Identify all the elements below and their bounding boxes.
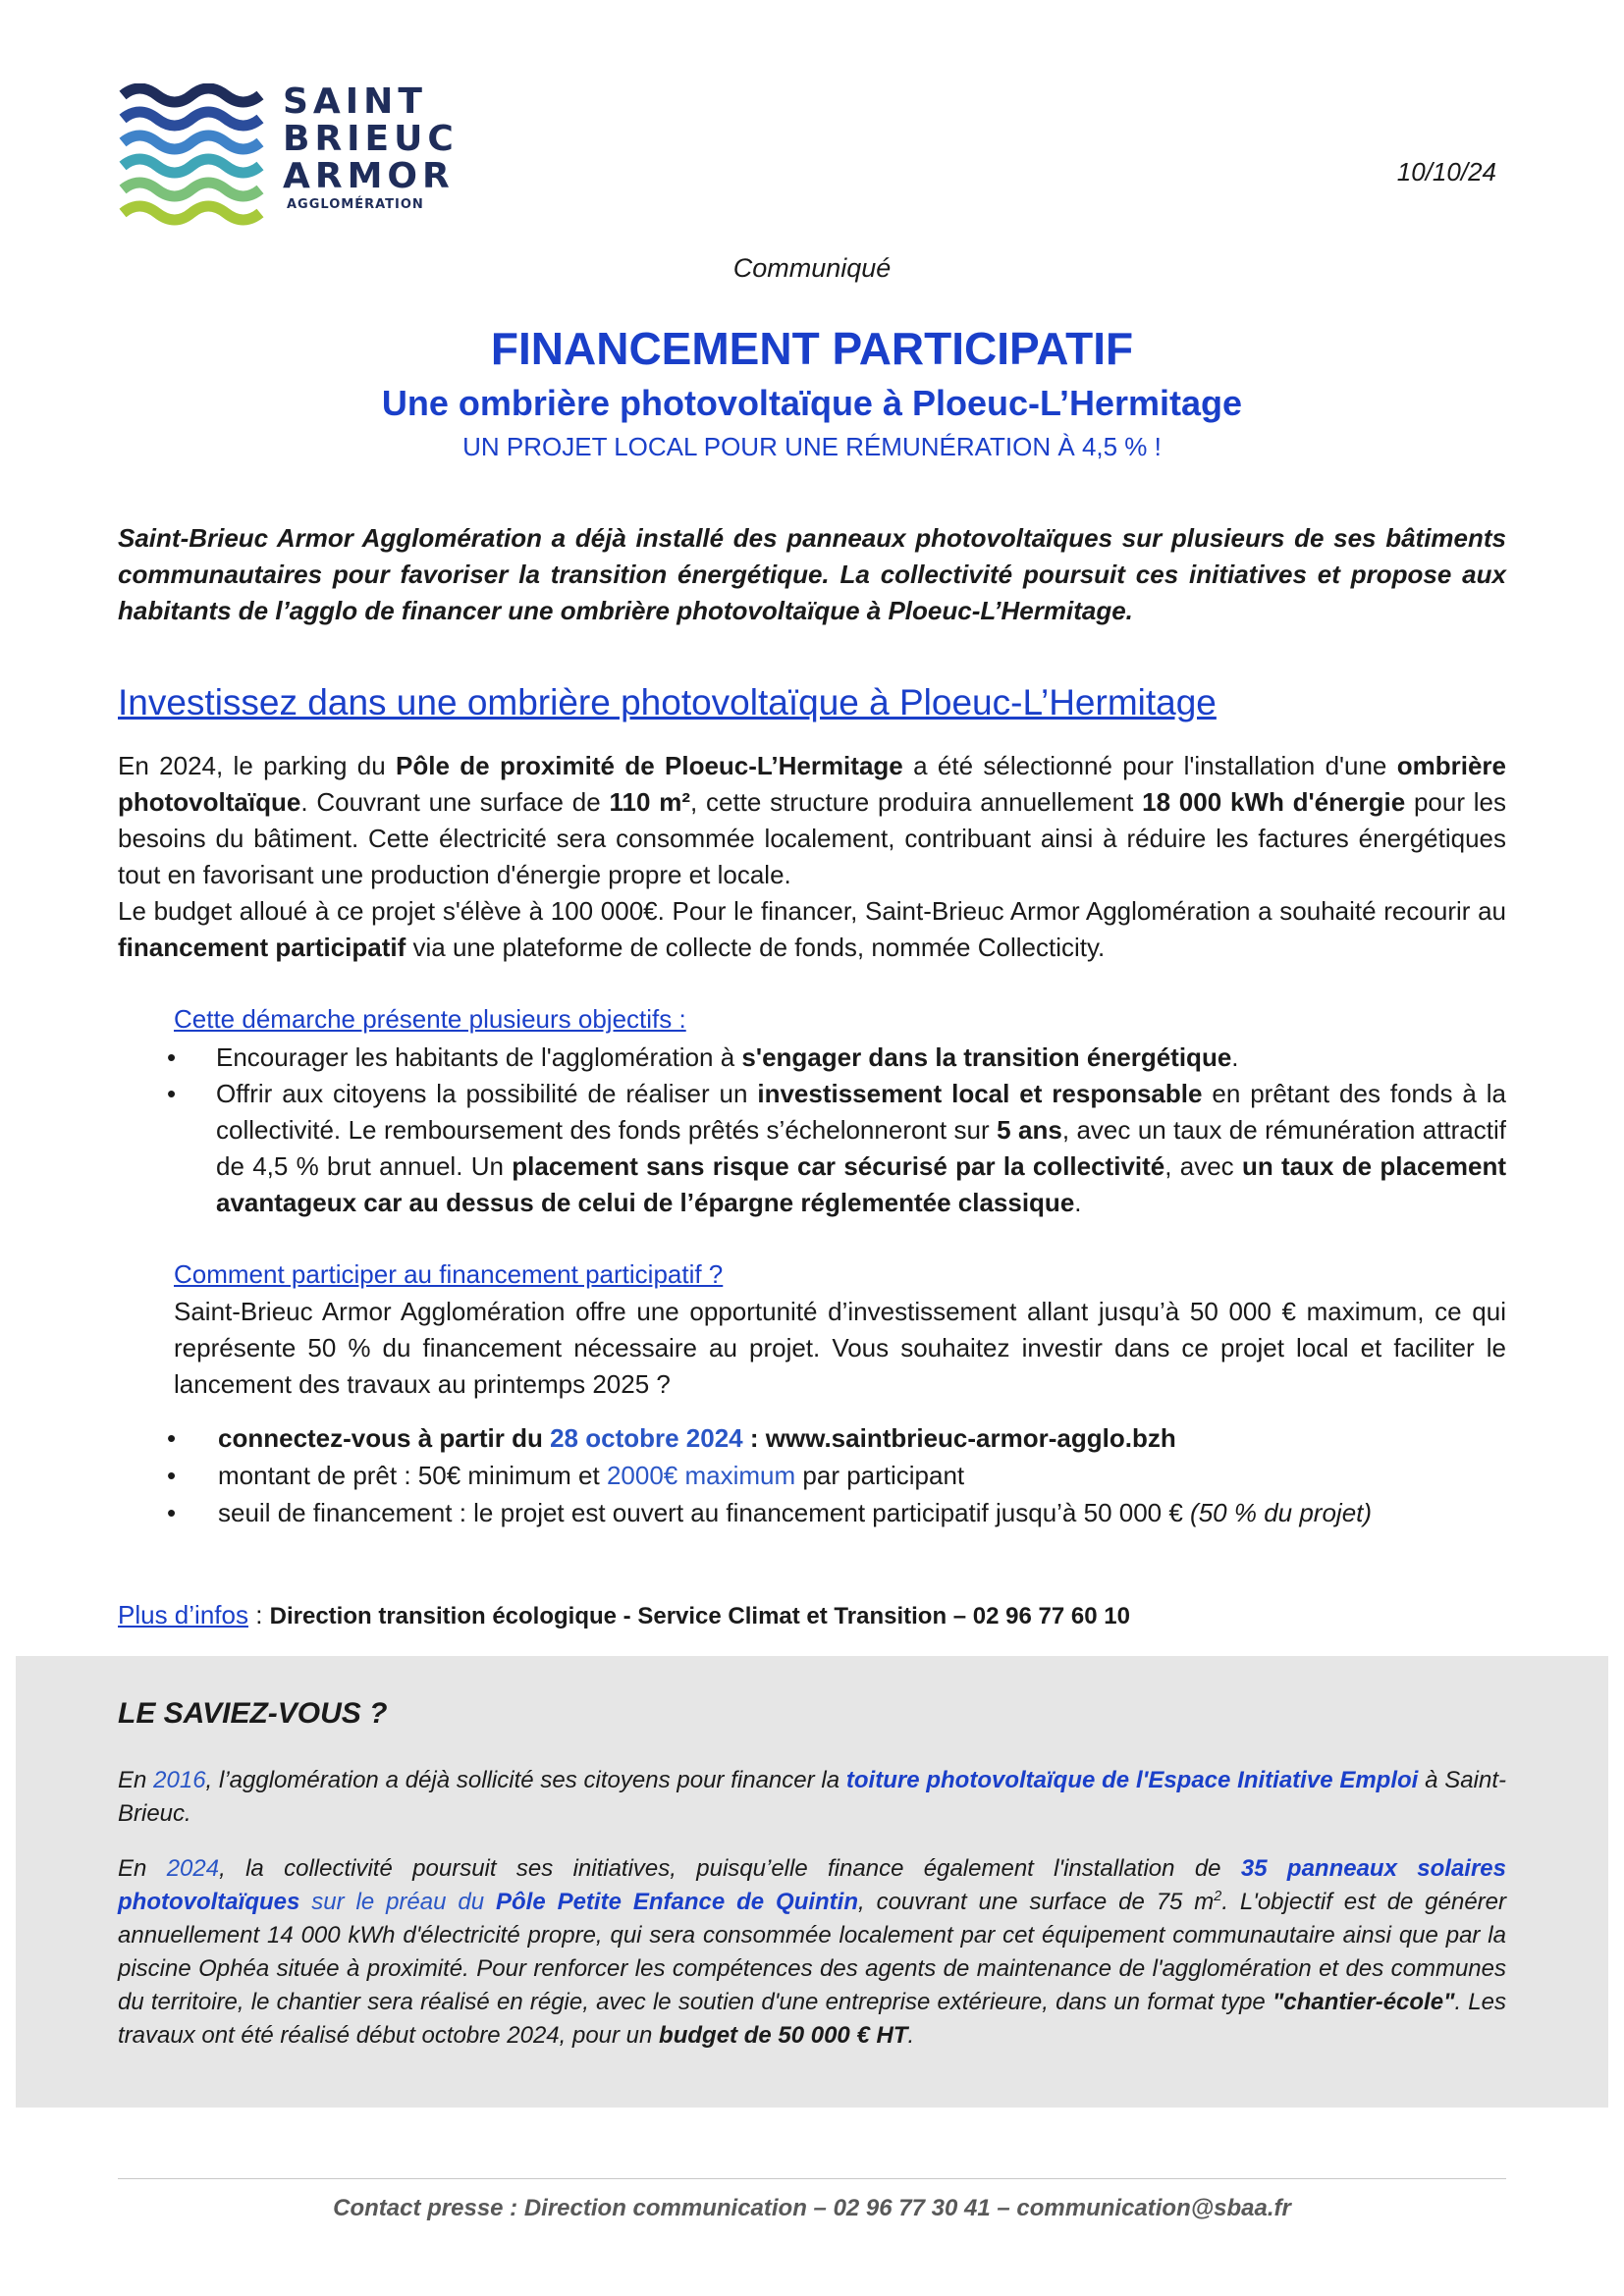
list-item: • Encourager les habitants de l'agglomération à s'engager dans la transition énergétique. — [118, 1040, 1506, 1076]
steps-list — [118, 1419, 1506, 1531]
document-kind: Communiqué — [732, 253, 892, 283]
participate-heading-link[interactable]: Comment participer au financement participatif ? — [174, 1259, 724, 1289]
list-item: • Offrir aux citoyens la possibilité de réaliser un investissement local et responsable en prêtant des fonds à la collectivité. Le remboursement des fonds prêtés s’échelonneront sur 5 ans, avec un taux de rémunération attractif de 4,5 % brut annuel. Un placement sans risque car sécurisé par la collectivité, avec un taux de placement avantageux car au dessus de celui de l’épargne réglementée classique. — [118, 1076, 1506, 1221]
footer-divider — [118, 2178, 1506, 2179]
logo-text-armor: ARMOR — [283, 156, 455, 196]
box-title: LE SAVIEZ-VOUS ? — [118, 1697, 388, 1730]
contact-service: Direction transition écologique - Service Climat et Transition – 02 96 77 60 10 — [269, 1603, 1130, 1629]
project-paragraph: En 2024, le parking du Pôle de proximité de Ploeuc-L’Hermitage a été sélectionné pour l'installation d'une ombrière photovoltaïque. Couvrant une surface de 110 m², cette structure produira annuellement 18 000 kWh d'énergie pour les besoins du bâtiment. Cette électricité sera consommée localement, contribuant ainsi à réduire les factures énergétiques tout en favorisant une production d'énergie propre et locale. Le budget alloué à ce projet s'élève à 100 000€. Pour le financer, Saint-Brieuc Armor Agglomération a souhaité recourir au financement participatif via une plateforme de collecte de fonds, nommée Collecticity. — [118, 751, 1506, 962]
more-info-link[interactable]: Plus d’infos — [118, 1600, 248, 1629]
press-contact-footer: Contact presse : Direction communication – 02 96 77 30 41 – communication@sbaa.fr — [333, 2195, 1291, 2221]
bullet-icon: • — [167, 1079, 177, 1108]
press-date: 10/10/24 — [1396, 157, 1496, 187]
bullet-icon: • — [167, 1461, 177, 1490]
more-info-line: Plus d’infos : Direction transition écologique - Service Climat et Transition – 02 96 77 60 10 — [118, 1600, 1130, 1629]
participate-paragraph: Saint-Brieuc Armor Agglomération offre une opportunité d’investissement allant jusqu’à 50 000 € maximum, ce qui représente 50 % du financement nécessaire au projet. Vous souhaitez investir dans ce projet local et faciliter le lancement des travaux au printemps 2025 ? — [174, 1297, 1506, 1399]
page-subtitle: Une ombrière photovoltaïque à Ploeuc-L’Hermitage — [381, 383, 1243, 423]
logo-text-saint: SAINT — [283, 81, 427, 122]
did-you-know-box — [16, 1656, 1608, 2108]
list-item: • connectez-vous à partir du 28 octobre 2024 : www.saintbrieuc-armor-agglo.bzh — [118, 1419, 1506, 1457]
agglo-logo — [118, 81, 459, 231]
list-item: • montant de prêt : 50€ minimum et 2000€ maximum par participant — [118, 1457, 1506, 1494]
bullet-icon: • — [167, 1042, 177, 1072]
page-tagline: UN PROJET LOCAL POUR UNE RÉMUNÉRATION À 4,5 % ! — [462, 432, 1162, 461]
objectives-heading-link[interactable]: Cette démarche présente plusieurs objectifs : — [174, 1004, 686, 1034]
intro-paragraph: Saint-Brieuc Armor Agglomération a déjà installé des panneaux photovoltaïques sur plusieurs de ses bâtiments communautaires pour favoriser la transition énergétique. La collectivité poursuit ces initiatives et propose aux habitants de l’agglo de financer une ombrière photovoltaïque à Ploeuc-L’Hermitage. — [118, 523, 1506, 625]
objectives-list — [118, 1040, 1506, 1221]
bullet-icon: • — [167, 1498, 177, 1527]
list-item: • seuil de financement : le projet est ouvert au financement participatif jusqu’à 50 000 € (50 % du projet) — [118, 1494, 1506, 1531]
page-title: FINANCEMENT PARTICIPATIF — [490, 323, 1134, 374]
logo-text-brieuc: BRIEUC — [283, 119, 459, 159]
box-paragraph-2024: En 2024, la collectivité poursuit ses initiatives, puisqu’elle finance également l'installation de 35 panneaux solaires photovoltaïques sur le préau du Pôle Petite Enfance de Quintin, couvrant une surface de 75 $m^2$. L'objectif est de générer annuellement 14 000 kWh d'électricité propre, qui sera consommée localement par cet équipement communautaire ainsi que par la piscine Ophéa située à proximité. Pour renforcer les compétences des agents de maintenance de l'agglomération et des communes du territoire, le chantier sera réalisé en régie, avec le soutien d'une entreprise extérieure, dans un format type "chantier-école". Les travaux ont été réalisé début octobre 2024, pour un budget de 50 000 € HT. — [118, 1855, 1507, 2049]
waves-logo-icon — [118, 83, 275, 231]
section-heading: Investissez dans une ombrière photovoltaïque à Ploeuc-L’Hermitage — [118, 682, 1217, 722]
bullet-icon: • — [167, 1423, 177, 1453]
logo-text-agglomeration: AGGLOMÉRATION — [287, 197, 424, 212]
box-paragraph-2016: En 2016, l’agglomération a déjà sollicité ses citoyens pour financer la toiture photovoltaïque de l'Espace Initiative Emploi à Saint-Brieuc. — [118, 1767, 1506, 1827]
